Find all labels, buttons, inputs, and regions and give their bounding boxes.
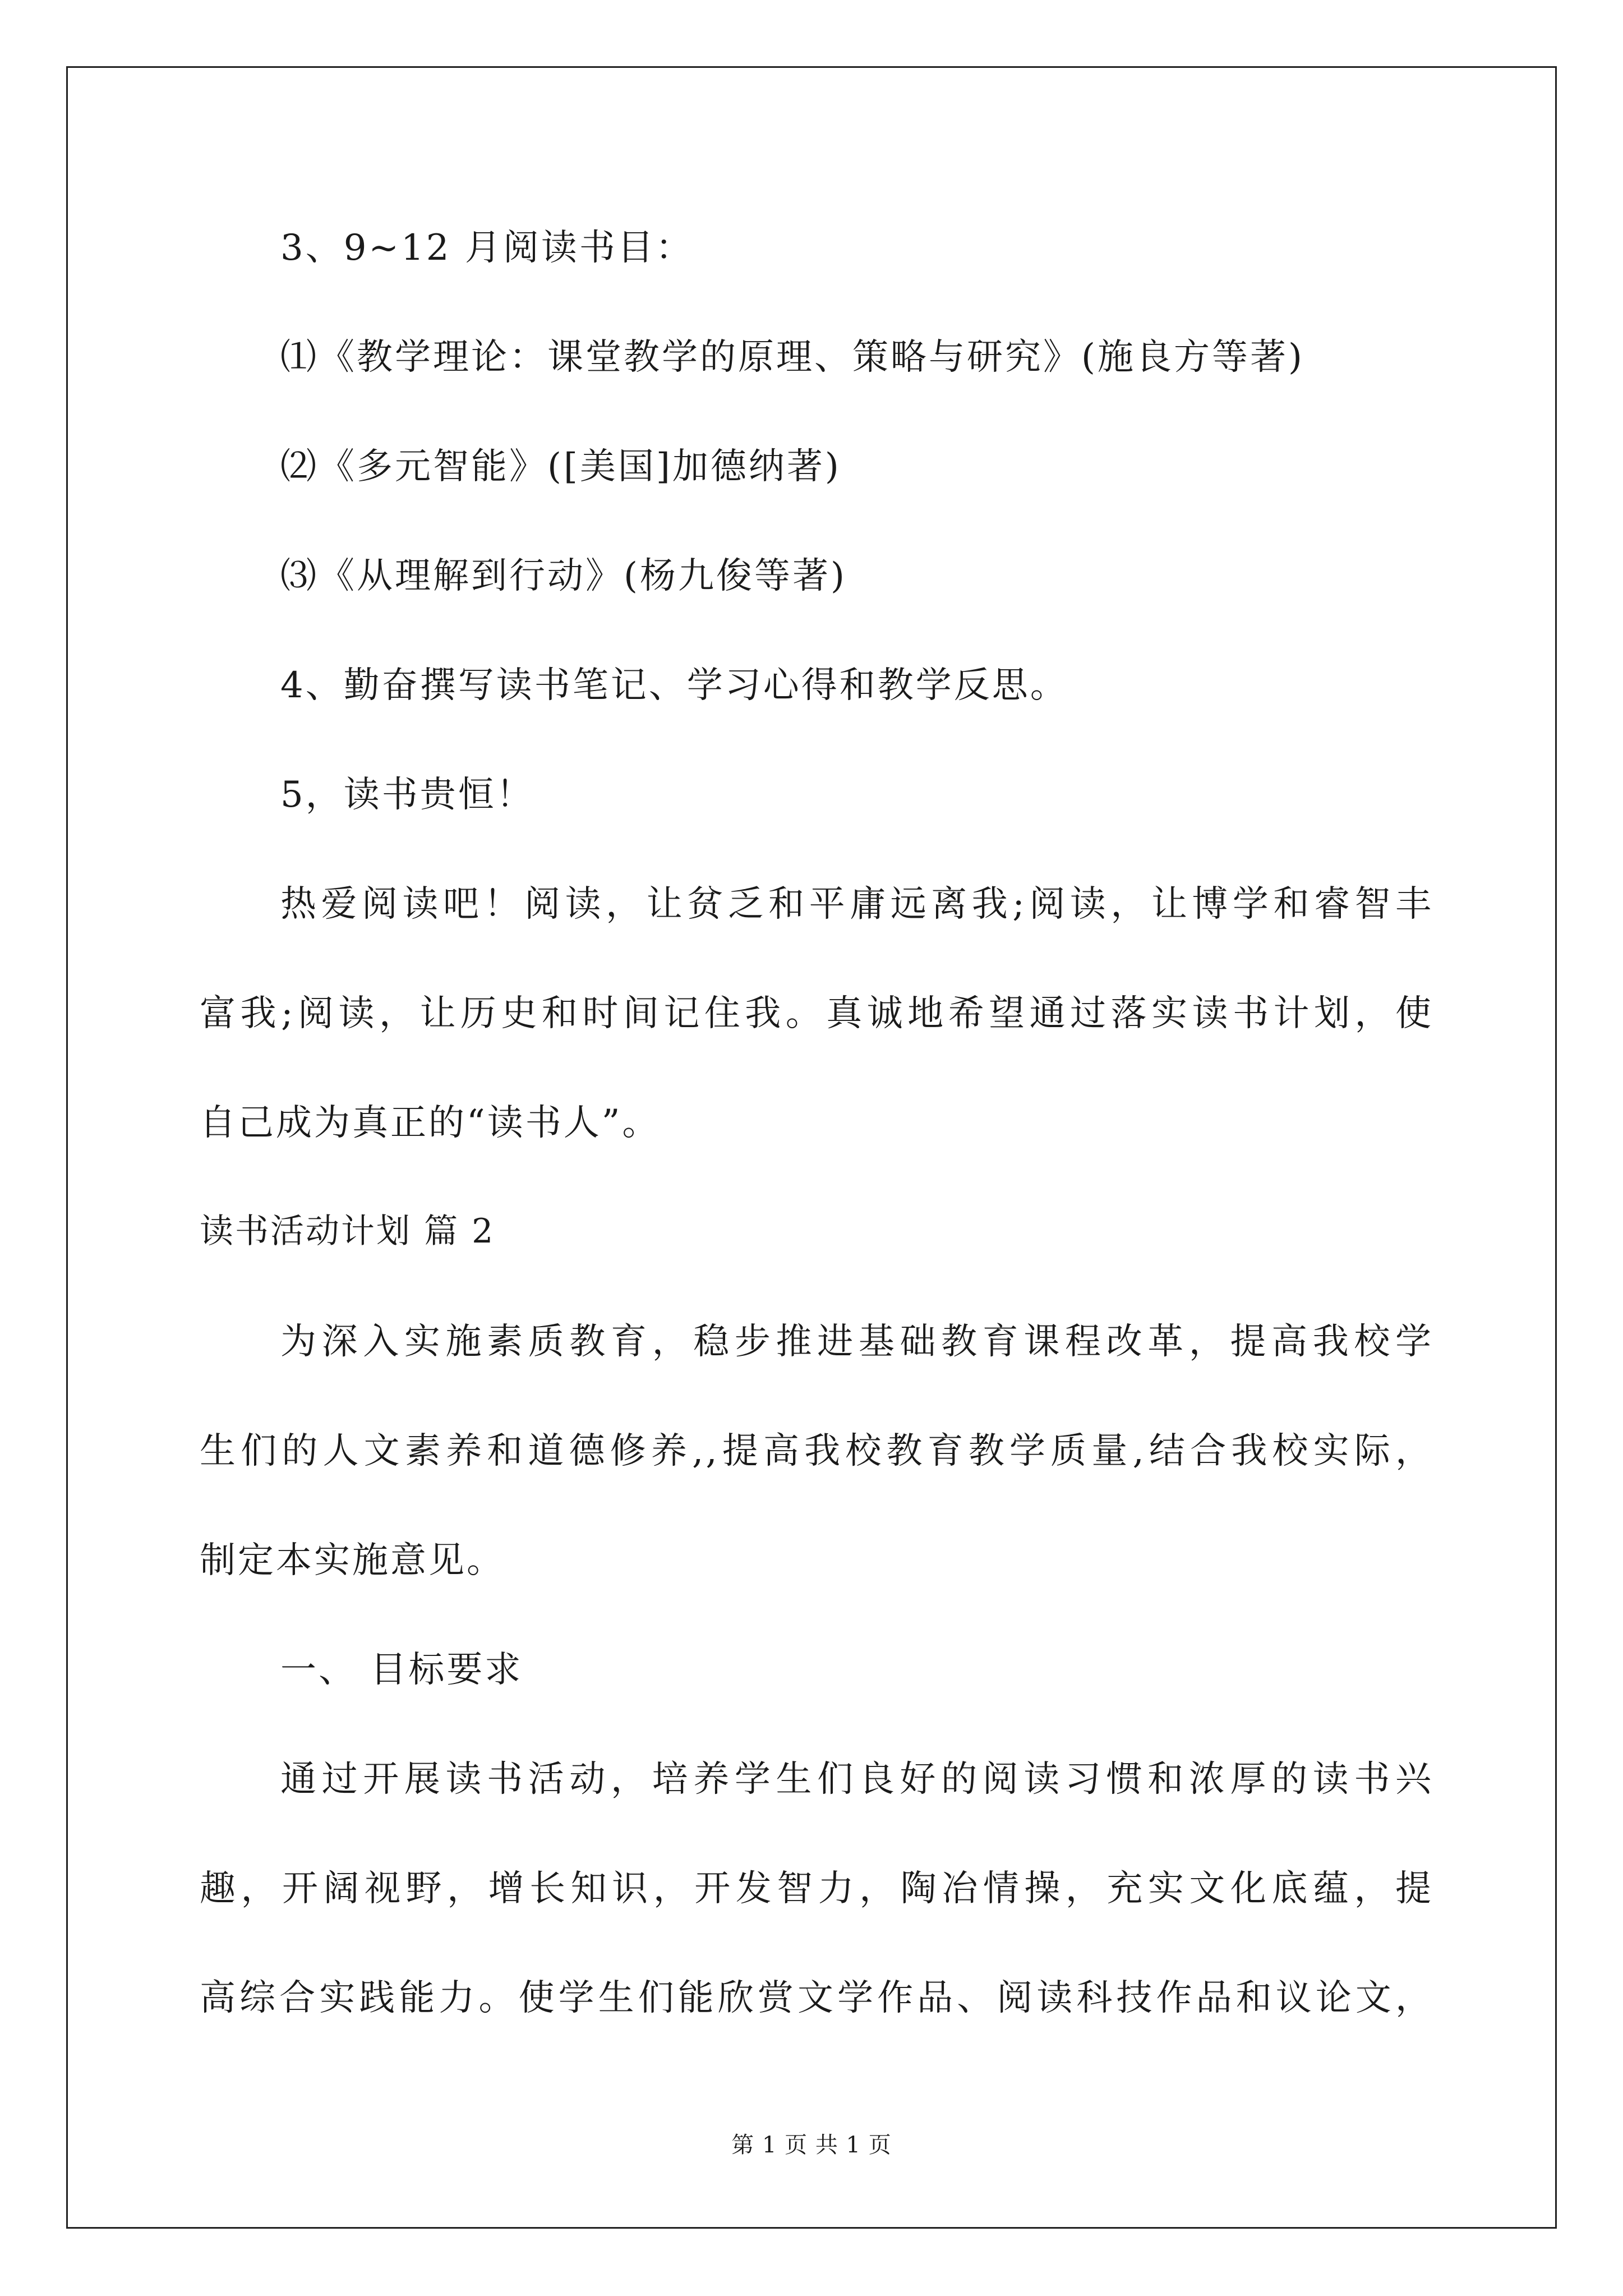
book-item-1: ⑴《教学理论：课堂教学的原理、策略与研究》(施良方等著) [280, 337, 1304, 378]
paragraph-goal-line-3: 高综合实践能力。使学生们能欣赏文学作品、阅读科技作品和议论文， [200, 1977, 1433, 2019]
page-number: 第 1 页 共 1 页 [731, 2132, 892, 2158]
book-item-2: ⑵《多元智能》([美国]加德纳著) [280, 446, 841, 487]
paragraph-writing-notes: 4、勤奋撰写读书笔记、学习心得和教学反思。 [280, 665, 1068, 706]
reading-list-heading: 3、9~12 月阅读书目： [280, 227, 694, 269]
paragraph-persistence: 5，读书贵恒！ [280, 774, 534, 816]
paragraph-goal-line-1: 通过开展读书活动，培养学生们良好的阅读习惯和浓厚的读书兴 [280, 1759, 1433, 1800]
section-heading: 读书活动计划 篇 2 [200, 1212, 495, 1251]
goal-heading: 一、 目标要求 [280, 1649, 523, 1691]
book-item-3: ⑶《从理解到行动》(杨九俊等著) [280, 555, 847, 597]
paragraph-intro-line-2: 生们的人文素养和道德修养,,提高我校教育教学质量,结合我校实际， [200, 1430, 1433, 1472]
paragraph-goal-line-2: 趣，开阔视野，增长知识，开发智力，陶冶情操，充实文化底蕴，提 [200, 1868, 1433, 1910]
paragraph-intro-line-1: 为深入实施素质教育，稳步推进基础教育课程改革，提高我校学 [280, 1321, 1433, 1363]
paragraph-love-reading-line-2: 富我;阅读，让历史和时间记住我。真诚地希望通过落实读书计划，使 [200, 993, 1433, 1034]
paragraph-love-reading-line-1: 热爱阅读吧！阅读，让贫乏和平庸远离我;阅读，让博学和睿智丰 [280, 884, 1433, 925]
paragraph-love-reading-line-3: 自己成为真正的“读书人”。 [200, 1102, 661, 1144]
paragraph-intro-line-3: 制定本实施意见。 [200, 1540, 505, 1581]
